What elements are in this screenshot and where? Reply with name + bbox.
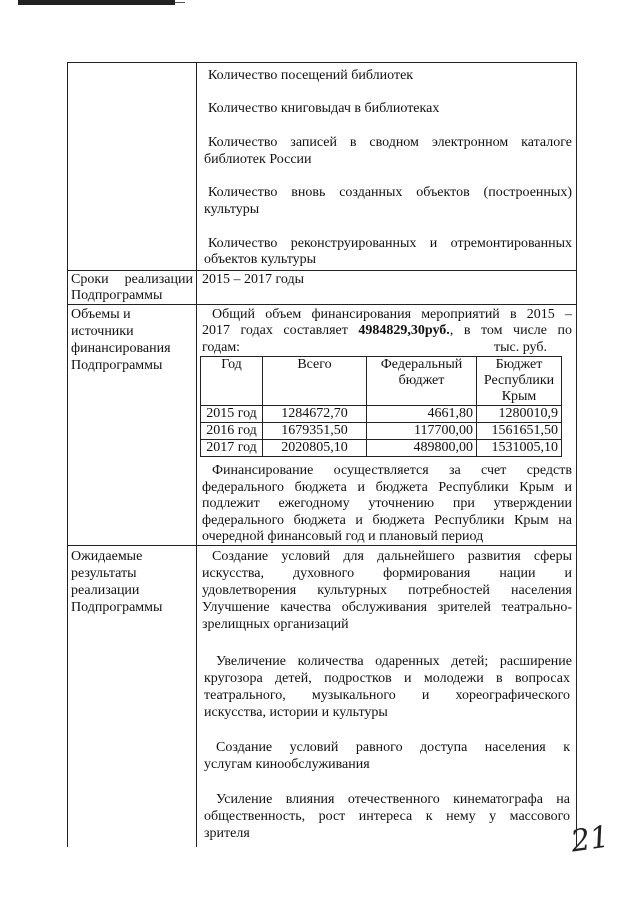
results-label-line3: реализации [71, 583, 140, 598]
cell-year: 2015 год [201, 406, 263, 423]
results-label-line2: результаты [71, 566, 137, 581]
cell-federal: 4661,80 [367, 406, 477, 423]
cell-crimea: 1561651,50 [477, 423, 562, 440]
table-row [201, 423, 562, 440]
funding-note-line2: федерального бюджета и бюджета Республики Крым и [202, 480, 572, 495]
indicator-new-objects-line2: культуры [204, 202, 260, 217]
results-p2-line1: Увеличение количества одаренных детей; расширение [216, 654, 572, 669]
funding-units: тыс. руб. [494, 340, 547, 355]
funding-total-amount: 4984829,30руб. [358, 323, 450, 338]
cell-crimea: 1531005,10 [477, 440, 562, 457]
timing-label-line1: Сроки реализации [71, 272, 193, 287]
header-year: Год [201, 357, 263, 406]
cell-total: 2020805,10 [263, 440, 367, 457]
results-p1-line3: удовлетворения культурных потребностей населения [202, 583, 572, 598]
header-total: Всего [263, 357, 367, 406]
results-p4-line1: Усиление влияния отечественного кинематографа на [216, 792, 570, 807]
table-border-top [67, 62, 577, 63]
cell-total: 1679351,50 [263, 423, 367, 440]
row-divider-2 [67, 304, 577, 305]
header-crimea-line1: Бюджет [495, 357, 543, 372]
results-p4-line2: общественность, рост интереса к нему у массового [204, 809, 570, 824]
cell-federal: 117700,00 [367, 423, 477, 440]
indicator-book-loans: Количество книговыдач в библиотеках [208, 101, 440, 116]
table-border-left [67, 62, 68, 847]
timing-label-line2: Подпрограммы [71, 288, 163, 303]
funding-note-line1: Финансирование осуществляется за счет средств [212, 463, 572, 478]
results-p3-line1: Создание условий равного доступа населения к [216, 740, 570, 755]
table-border-right [576, 62, 577, 847]
indicator-new-objects-line1: Количество вновь созданных объектов (построенных) [208, 185, 572, 200]
funding-table-header-row [201, 357, 562, 406]
funding-note-line3: подлежит ежегодному уточнению при утверждении [202, 496, 572, 511]
cell-crimea: 1280010,9 [477, 406, 562, 423]
indicator-catalog-records-line1: Количество записей в сводном электронном каталоге [208, 135, 572, 150]
header-crimea-line3: Крым [501, 389, 537, 404]
funding-intro-text-a: 2017 годах составляет [202, 323, 359, 338]
header-federal [367, 357, 477, 406]
cell-year: 2017 год [201, 440, 263, 457]
handwritten-page-number: 21 [568, 819, 612, 860]
scan-edge-line [175, 2, 185, 3]
table-column-divider [196, 62, 197, 847]
funding-intro-line1: Общий объем финансирования мероприятий в 2015 – [212, 307, 572, 322]
funding-note-line4: федерального бюджета и бюджета Республики Крым на [202, 513, 572, 528]
funding-label-line4: Подпрограммы [71, 358, 163, 373]
funding-note-line5: очередной финансовый год и плановый период [202, 529, 484, 544]
cell-year: 2016 год [201, 423, 263, 440]
table-row [201, 406, 562, 423]
header-crimea-line2: Республики [483, 373, 555, 388]
scan-edge-mark [18, 0, 175, 5]
results-p2-line2: кругозора детей, подростков и молодежи в вопросах [204, 671, 570, 686]
results-label-line4: Подпрограммы [71, 600, 163, 615]
funding-label-line2: источники [71, 324, 134, 339]
header-crimea [477, 357, 562, 406]
indicator-library-visits: Количество посещений библиотек [208, 68, 414, 83]
results-p3-line2: услугам кинообслуживания [204, 757, 370, 772]
timing-value: 2015 – 2017 годы [202, 272, 305, 287]
funding-intro-line3-left: годам: [202, 340, 241, 355]
results-p1-line1: Создание условий для дальнейшего развития сферы [212, 549, 572, 564]
results-label-line1: Ожидаемые [71, 549, 143, 564]
results-p2-line3: театрального, музыкального и хореографического [204, 688, 570, 703]
header-federal-line2: бюджет [398, 373, 445, 388]
header-federal-line1: Федеральный [380, 357, 463, 372]
row-divider-3 [67, 545, 577, 546]
indicator-reconstructed-line1: Количество реконструированных и отремонтированных [208, 236, 572, 251]
results-p1-line5: зрелищных организаций [202, 617, 349, 632]
results-p4-line3: зрителя [204, 826, 250, 841]
funding-intro-text-c: , в том числе по [449, 323, 573, 338]
funding-table [200, 356, 562, 457]
indicator-catalog-records-line2: библиотек России [204, 152, 312, 167]
funding-intro-line2 [202, 322, 572, 339]
results-p1-line2: искусства, духовного формирования нации и [202, 566, 572, 581]
indicator-reconstructed-line2: объектов культуры [204, 252, 317, 267]
results-p1-line4: Улучшение качества обслуживания зрителей театрально- [202, 600, 572, 615]
funding-label-line1: Объемы и [71, 307, 131, 322]
table-row [201, 440, 562, 457]
funding-label-line3: финансирования [71, 341, 171, 356]
cell-total: 1284672,70 [263, 406, 367, 423]
results-p2-line4: искусства, истории и культуры [204, 705, 388, 720]
cell-federal: 489800,00 [367, 440, 477, 457]
